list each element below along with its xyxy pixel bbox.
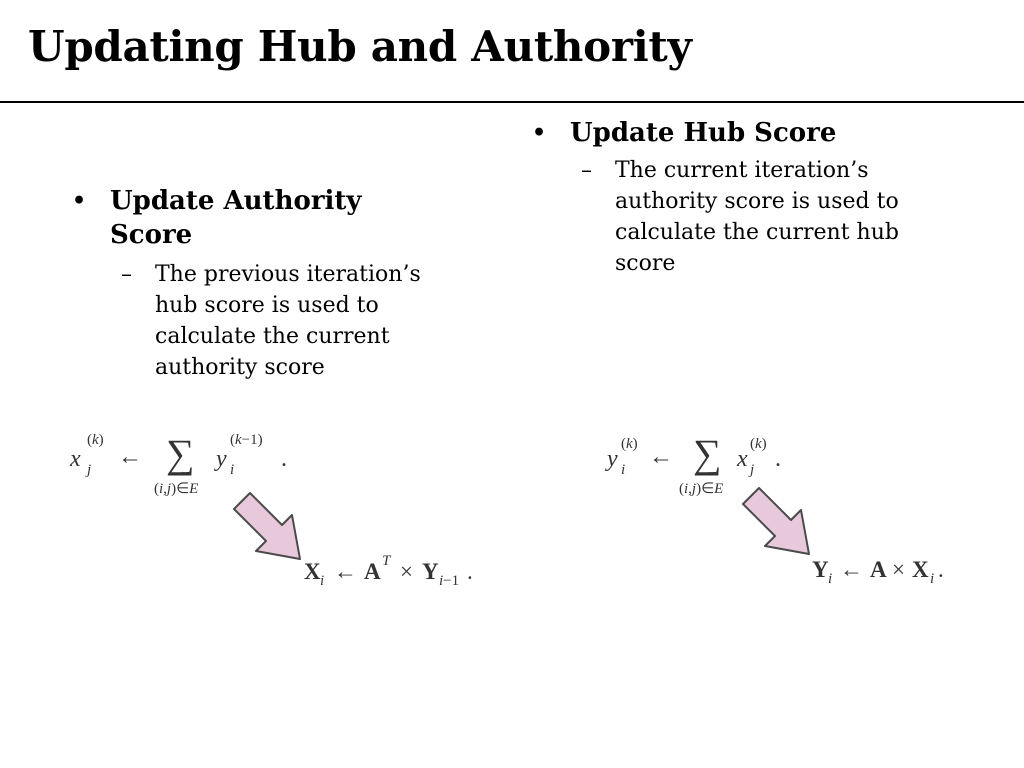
right-sub xyxy=(581,155,945,279)
left-bullet xyxy=(72,184,440,252)
left-sub-text: The previous iteration’s hub score is used to calculate the current authority score xyxy=(155,262,421,380)
title-divider xyxy=(0,101,1024,103)
down-right-arrow-icon xyxy=(228,487,308,567)
slide-title: Updating Hub and Authority xyxy=(28,22,692,71)
bullet-dot: • xyxy=(532,120,547,146)
right-matrix-formula: Y i ← A × X i . xyxy=(812,557,944,587)
bullet-dot: • xyxy=(72,188,87,214)
left-sum-formula: x (k) j ← ∑ (i,j)∈E y (k−1) i . xyxy=(70,431,287,497)
down-right-arrow-icon xyxy=(737,482,817,562)
right-bullet xyxy=(532,116,970,150)
left-matrix-formula: X i ← A T × Y i−1 . xyxy=(304,553,473,589)
left-sub xyxy=(121,259,465,383)
left-bullet-text: Update Authority Score xyxy=(110,186,362,250)
right-bullet-text: Update Hub Score xyxy=(570,118,837,148)
right-sub-text: The current iteration’s authority score is used to calculate the current hub score xyxy=(615,158,899,276)
dash: – xyxy=(581,158,592,183)
dash: – xyxy=(121,262,132,287)
right-sum-formula: y (k) i ← ∑ (i,j)∈E x (k) j . xyxy=(607,431,781,497)
